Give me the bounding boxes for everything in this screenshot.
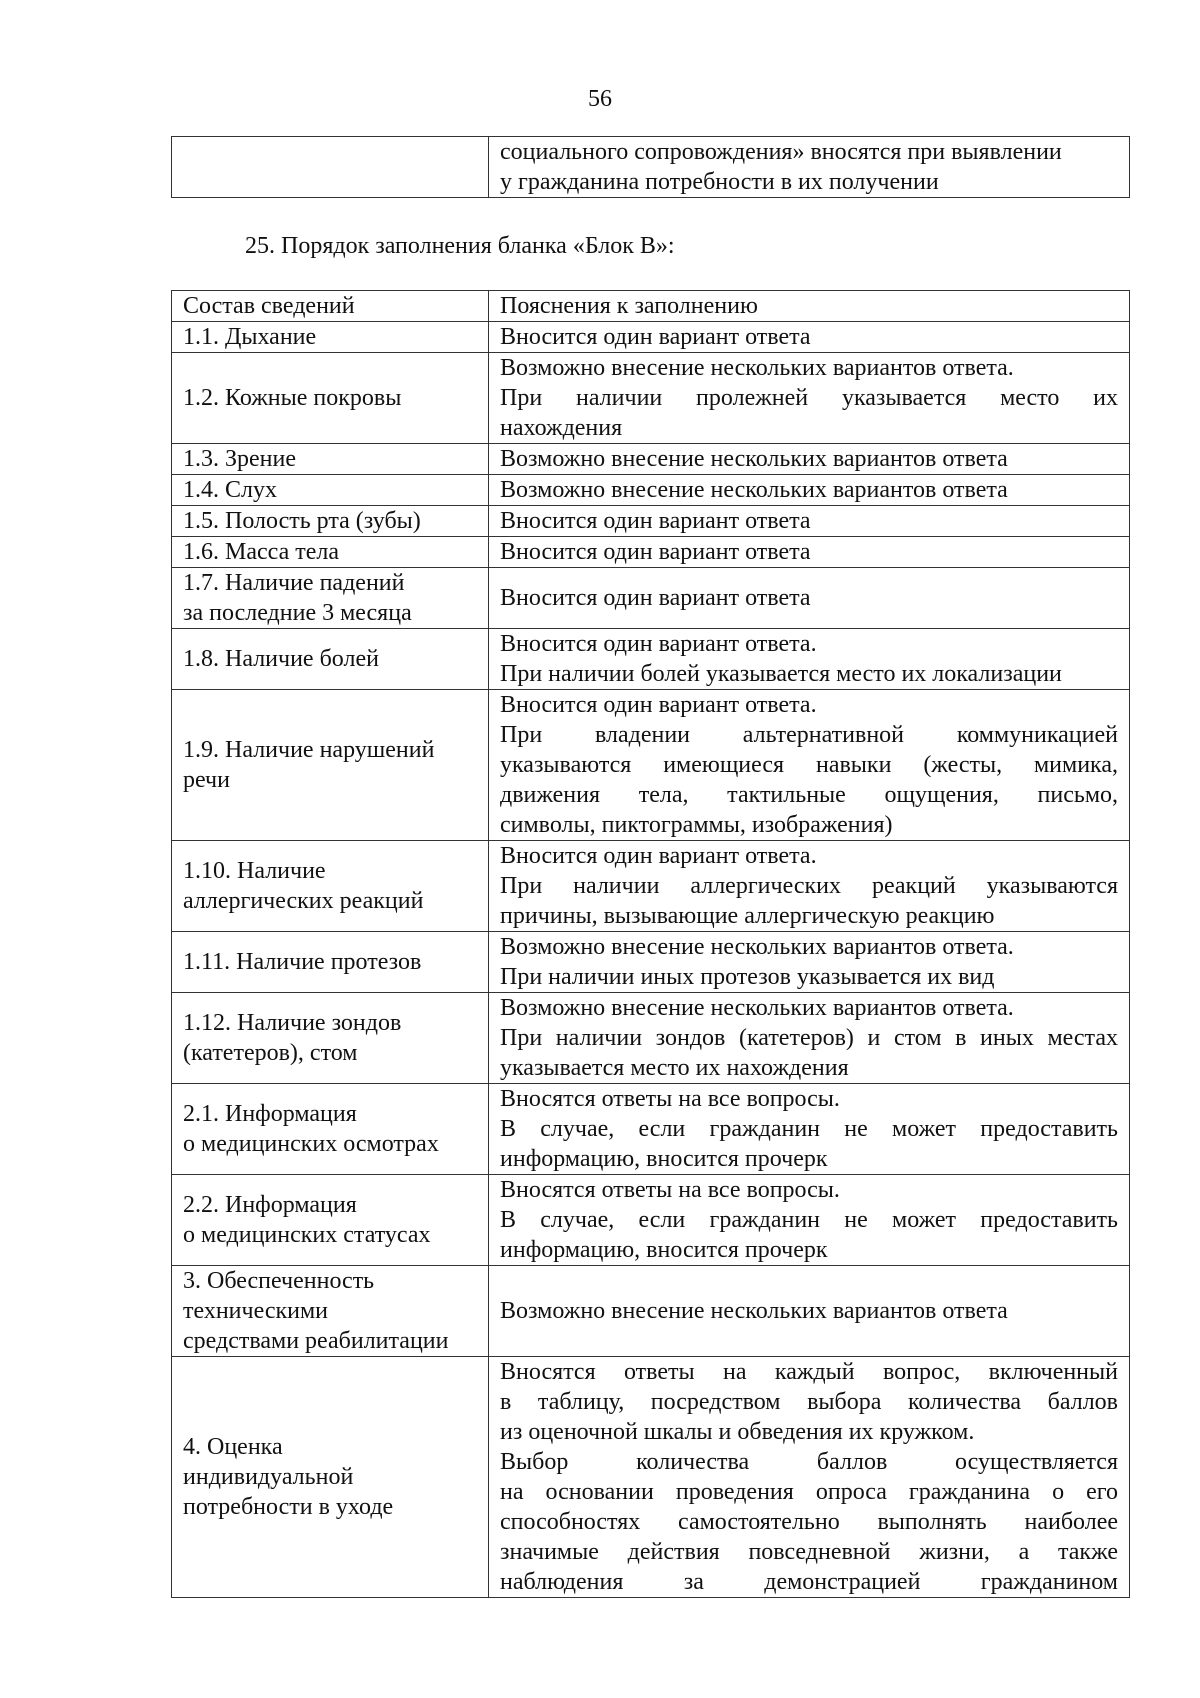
item-label-line: 1.12. Наличие зондов	[183, 1010, 402, 1036]
explanation-line: В случае, если гражданин не может предоставить	[500, 1116, 1118, 1142]
explanation-cell	[489, 537, 1130, 568]
explanation-paragraph	[500, 720, 1118, 840]
explanation-line: При наличии болей указывается место их локализации	[500, 661, 1062, 687]
table-row	[172, 1175, 1130, 1266]
explanation-paragraph	[500, 1447, 1118, 1597]
explanation-line: При наличии зондов (катетеров) и стом в иных местах	[500, 1025, 1118, 1051]
item-label-line: 2.2. Информация	[183, 1192, 357, 1218]
explanation-line: Вносятся ответы на каждый вопрос, включенный	[500, 1359, 1118, 1385]
item-cell	[172, 568, 489, 629]
empty-cell	[172, 137, 489, 198]
item-label-line: о медицинских статусах	[183, 1222, 431, 1248]
explanation-cell	[489, 1084, 1130, 1175]
table-body	[172, 322, 1130, 1598]
explanation-line: из оценочной шкалы и обведения их кружком.	[500, 1419, 975, 1445]
explanation-paragraph	[500, 444, 1118, 474]
item-label-line: 1.7. Наличие падений	[183, 570, 405, 596]
explanation-line: Вносятся ответы на все вопросы.	[500, 1177, 840, 1203]
item-label-line: о медицинских осмотрах	[183, 1131, 439, 1157]
explanation-line: При владении альтернативной коммуникацией	[500, 722, 1118, 748]
text-line: социального сопровождения» вносятся при выявлении	[500, 139, 1062, 165]
item-label-line: 1.2. Кожные покровы	[183, 385, 402, 411]
explanation-cell	[489, 932, 1130, 993]
text-line: у гражданина потребности в их получении	[500, 169, 939, 195]
item-label-line: 1.10. Наличие	[183, 858, 326, 884]
explanation-line: Возможно внесение нескольких вариантов ответа.	[500, 934, 1014, 960]
explanation-cell	[489, 993, 1130, 1084]
table-row	[172, 690, 1130, 841]
explanation-paragraph	[500, 475, 1118, 505]
explanation-paragraph	[500, 932, 1118, 962]
explanation-line: наблюдения за демонстрацией гражданином	[500, 1569, 1118, 1595]
explanation-line: Вносится один вариант ответа	[500, 508, 811, 534]
item-label-line: 1.3. Зрение	[183, 446, 297, 472]
explanation-paragraph	[500, 353, 1118, 383]
explanation-line: значимые действия повседневной жизни, а также	[500, 1539, 1118, 1565]
explanation-line: информацию, вносится прочерк	[500, 1237, 828, 1263]
item-cell	[172, 444, 489, 475]
table-row	[172, 932, 1130, 993]
column-header: Пояснения к заполнению	[489, 291, 1130, 322]
explanation-paragraph	[500, 383, 1118, 443]
section-heading: 25. Порядок заполнения бланка «Блок В»:	[245, 233, 675, 259]
item-label-line: 2.1. Информация	[183, 1101, 357, 1127]
explanation-line: Возможно внесение нескольких вариантов ответа	[500, 477, 1008, 503]
explanation-line: Возможно внесение нескольких вариантов ответа.	[500, 995, 1014, 1021]
explanation-cell	[489, 506, 1130, 537]
table-row	[172, 841, 1130, 932]
item-label-line: аллергических реакций	[183, 888, 424, 914]
table-row	[172, 353, 1130, 444]
item-label-line: потребности в уходе	[183, 1494, 394, 1520]
item-cell	[172, 353, 489, 444]
explanation-line: Вносится один вариант ответа.	[500, 631, 817, 657]
table-row	[172, 1266, 1130, 1357]
explanation-cell	[489, 841, 1130, 932]
explanation-paragraph	[500, 690, 1118, 720]
explanation-line: Возможно внесение нескольких вариантов ответа.	[500, 355, 1014, 381]
explanation-line: При наличии пролежней указывается место их	[500, 385, 1118, 411]
item-cell	[172, 506, 489, 537]
explanation-line: способностях самостоятельно выполнять наиболее	[500, 1509, 1118, 1535]
explanation-paragraph	[500, 629, 1118, 659]
explanation-line: Вносится один вариант ответа	[500, 324, 811, 350]
item-cell	[172, 993, 489, 1084]
explanation-cell	[489, 322, 1130, 353]
item-cell	[172, 537, 489, 568]
explanation-paragraph	[500, 1296, 1118, 1326]
item-cell	[172, 690, 489, 841]
table-row	[172, 993, 1130, 1084]
item-label-line: средствами реабилитации	[183, 1328, 449, 1354]
table-header-row	[172, 291, 1130, 322]
explanation-paragraph	[500, 1175, 1118, 1205]
explanation-paragraph	[500, 993, 1118, 1023]
item-label-line: (катетеров), стом	[183, 1040, 358, 1066]
item-cell	[172, 1266, 489, 1357]
explanation-line: движения тела, тактильные ощущения, письмо,	[500, 782, 1118, 808]
explanation-paragraph	[500, 537, 1118, 567]
table-row	[172, 475, 1130, 506]
explanation-line: При наличии иных протезов указывается их вид	[500, 964, 995, 990]
explanation-cell	[489, 444, 1130, 475]
table-row	[172, 506, 1130, 537]
item-label-line: техническими	[183, 1298, 329, 1324]
item-label-line: 4. Оценка	[183, 1434, 283, 1460]
explanation-cell	[489, 475, 1130, 506]
item-label-line: 1.4. Слух	[183, 477, 277, 503]
explanation-line: символы, пиктограммы, изображения)	[500, 812, 893, 838]
page-number: 56	[588, 86, 612, 112]
explanation-cell	[489, 690, 1130, 841]
explanation-line: информацию, вносится прочерк	[500, 1146, 828, 1172]
explanation-line: Возможно внесение нескольких вариантов ответа	[500, 446, 1008, 472]
explanation-paragraph	[500, 506, 1118, 536]
table-row	[172, 1084, 1130, 1175]
explanation-paragraph	[500, 871, 1118, 931]
item-label-line: 1.5. Полость рта (зубы)	[183, 508, 421, 534]
explanation-line: Вносится один вариант ответа	[500, 585, 811, 611]
item-cell	[172, 629, 489, 690]
item-cell	[172, 1357, 489, 1598]
explanation-cell	[489, 1266, 1130, 1357]
item-label-line: 1.1. Дыхание	[183, 324, 317, 350]
item-cell	[172, 932, 489, 993]
explanation-line: Вносится один вариант ответа.	[500, 692, 817, 718]
explanation-line: Вносится один вариант ответа	[500, 539, 811, 565]
explanation-line: При наличии аллергических реакций указываются	[500, 873, 1118, 899]
item-label-line: 1.9. Наличие нарушений	[183, 737, 435, 763]
table-row	[172, 444, 1130, 475]
item-label-line: 1.11. Наличие протезов	[183, 949, 422, 975]
explanation-cell	[489, 1175, 1130, 1266]
explanation-paragraph	[500, 1205, 1118, 1265]
table-row	[172, 537, 1130, 568]
explanation-line: причины, вызывающие аллергическую реакцию	[500, 903, 995, 929]
explanation-line: указывается место их нахождения	[500, 1055, 849, 1081]
filling-instructions-table	[171, 290, 1130, 1598]
explanation-paragraph	[500, 583, 1118, 613]
continuation-text	[489, 137, 1130, 198]
table-row	[172, 1357, 1130, 1598]
explanation-cell	[489, 629, 1130, 690]
item-label-line: речи	[183, 767, 230, 793]
item-cell	[172, 1084, 489, 1175]
table-row	[172, 322, 1130, 353]
item-label-line: индивидуальной	[183, 1464, 354, 1490]
explanation-paragraph	[500, 1357, 1118, 1447]
item-label-line: 3. Обеспеченность	[183, 1268, 375, 1294]
explanation-paragraph	[500, 962, 1118, 992]
column-header: Состав сведений	[172, 291, 489, 322]
item-cell	[172, 475, 489, 506]
explanation-paragraph	[500, 322, 1118, 352]
explanation-line: в таблицу, посредством выбора количества баллов	[500, 1389, 1118, 1415]
explanation-line: указываются имеющиеся навыки (жесты, мимика,	[500, 752, 1118, 778]
explanation-line: В случае, если гражданин не может предоставить	[500, 1207, 1118, 1233]
item-cell	[172, 841, 489, 932]
explanation-line: на основании проведения опроса гражданина о его	[500, 1479, 1118, 1505]
item-label-line: за последние 3 месяца	[183, 600, 412, 626]
explanation-cell	[489, 1357, 1130, 1598]
explanation-cell	[489, 353, 1130, 444]
explanation-cell	[489, 568, 1130, 629]
explanation-line: Вносится один вариант ответа.	[500, 843, 817, 869]
continuation-table	[171, 136, 1130, 198]
table-row	[172, 629, 1130, 690]
explanation-paragraph	[500, 1084, 1118, 1114]
explanation-line: Выбор количества баллов осуществляется	[500, 1449, 1118, 1475]
explanation-paragraph	[500, 659, 1118, 689]
item-label-line: 1.6. Масса тела	[183, 539, 340, 565]
explanation-paragraph	[500, 1023, 1118, 1083]
table-row	[172, 137, 1130, 198]
table-row	[172, 568, 1130, 629]
item-cell	[172, 1175, 489, 1266]
explanation-paragraph	[500, 841, 1118, 871]
item-label-line: 1.8. Наличие болей	[183, 646, 379, 672]
explanation-line: Вносятся ответы на все вопросы.	[500, 1086, 840, 1112]
item-cell	[172, 322, 489, 353]
explanation-paragraph	[500, 1114, 1118, 1174]
explanation-line: Возможно внесение нескольких вариантов ответа	[500, 1298, 1008, 1324]
explanation-line: нахождения	[500, 415, 623, 441]
